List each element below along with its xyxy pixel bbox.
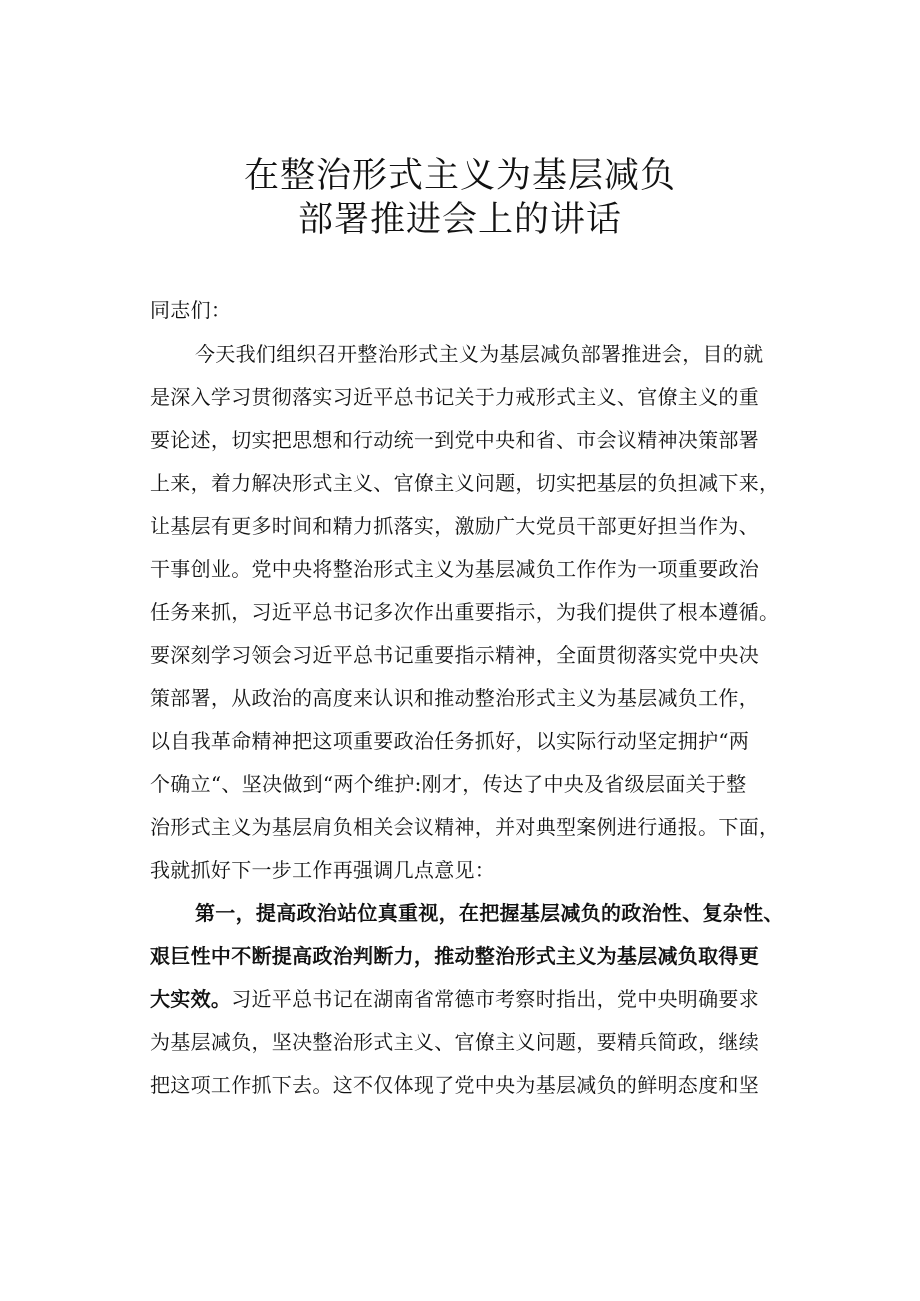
paragraph-line: 今天我们组织召开整治形式主义为基层减负部署推进会，目的就 <box>195 342 764 366</box>
paragraph-line: 治形式主义为基层肩负相关会议精神，并对典型案例进行通报。下面， <box>150 815 780 839</box>
paragraph-line: 干事创业。党中央将整治形式主义为基层减负工作作为一项重要政治 <box>150 557 759 581</box>
paragraph-line: 把这项工作抓下去。这不仅体现了党中央为基层减负的鲜明态度和坚 <box>150 1073 759 1097</box>
bold-heading-end: 大实效。 <box>150 987 232 1011</box>
paragraph-line: 要深刻学习领会习近平总书记重要指示精神，全面贯彻落实党中央决 <box>150 643 759 667</box>
paragraph-line: 任务来抓，习近平总书记多次作出重要指示，为我们提供了根本遵循。 <box>150 600 780 624</box>
bold-heading-line: 第一，提高政治站位真重视，在把握基层减负的政治性、复杂性、 <box>195 901 784 925</box>
paragraph-line: 让基层有更多时间和精力抓落实，激励广大党员干部更好担当作为、 <box>150 514 759 538</box>
document-title-line-1: 在整治形式主义为基层减负 <box>243 156 676 196</box>
mixed-paragraph-line <box>150 985 759 1013</box>
paragraph-line: 以自我革命精神把这项重要政治任务抓好，以实际行动坚定拥护“两 <box>150 729 750 753</box>
paragraph-line: 为基层减负，坚决整治形式主义、官僚主义问题，要精兵简政，继续 <box>150 1030 759 1054</box>
salutation: 同志们： <box>150 298 232 322</box>
document-title-line-2: 部署推进会上的讲话 <box>297 200 622 240</box>
paragraph-line: 个确立“、坚决做到“两个维护:刚才，传达了中央及省级层面关于整 <box>150 772 747 796</box>
paragraph-line: 我就抓好下一步工作再强调几点意见： <box>150 858 496 882</box>
paragraph-line: 策部署，从政治的高度来认识和推动整治形式主义为基层减负工作， <box>150 686 759 710</box>
paragraph-line: 要论述，切实把思想和行动统一到党中央和省、市会议精神决策部署 <box>150 428 759 452</box>
paragraph-text: 习近平总书记在湖南省常德市考察时指出，党中央明确要求 <box>231 987 760 1011</box>
bold-heading-line: 艰巨性中不断提高政治判断力，推动整治形式主义为基层减负取得更 <box>150 944 759 968</box>
paragraph-line: 上来，着力解决形式主义、官僚主义问题，切实把基层的负担减下来， <box>150 471 780 495</box>
paragraph-line: 是深入学习贯彻落实习近平总书记关于力戒形式主义、官僚主义的重 <box>150 385 759 409</box>
